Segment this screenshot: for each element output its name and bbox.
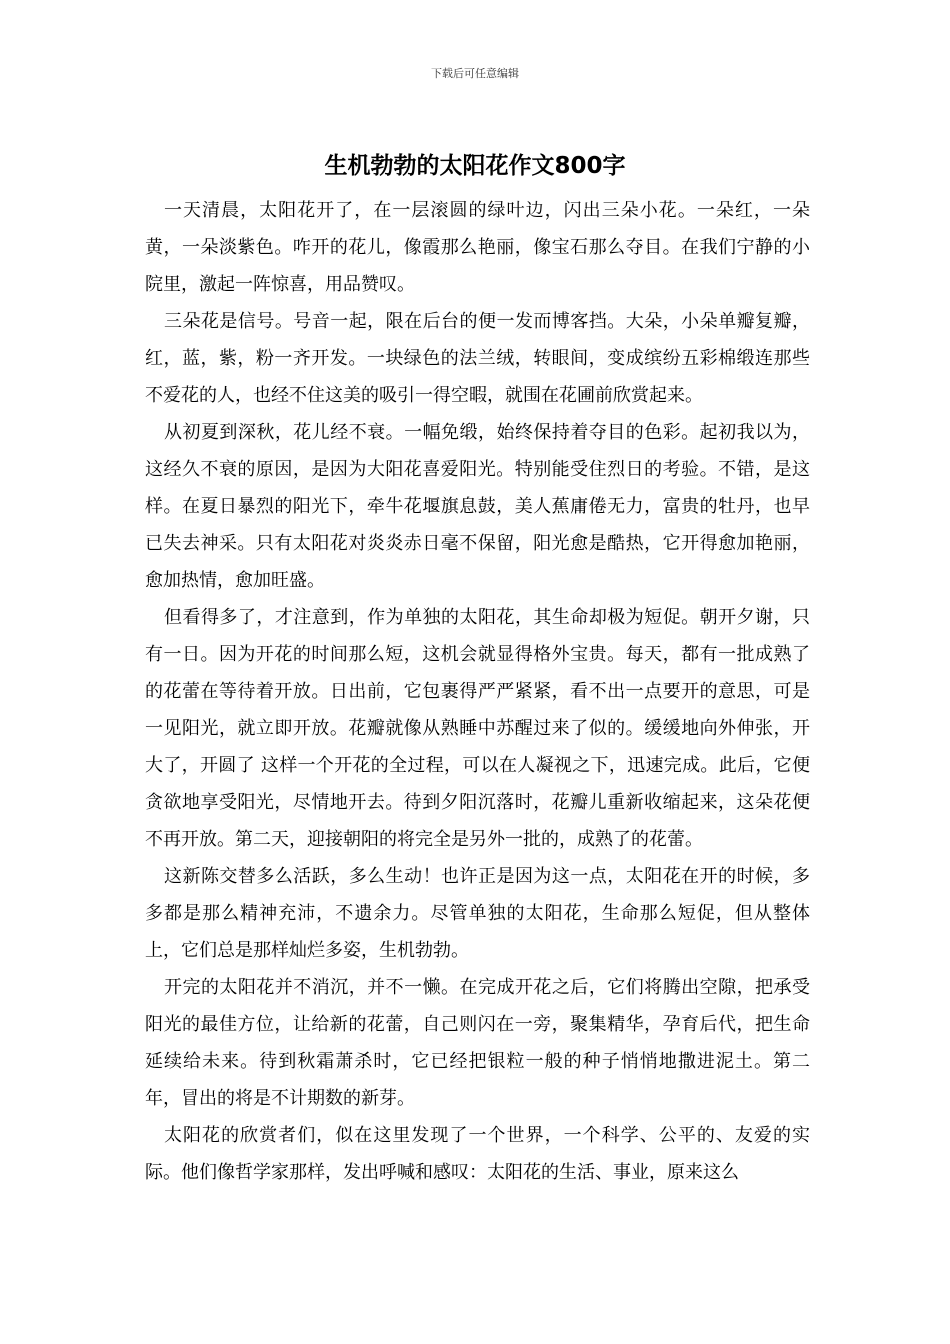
paragraph: 太阳花的欣赏者们，似在这里发现了一个世界，一个科学、公平的、友爱的实际。他们像哲学家那样，发出呼喊和感叹：太阳花的生活、事业，原来这么: [145, 1125, 810, 1183]
paragraph: 开完的太阳花并不消沉，并不一懒。在完成开花之后，它们将腾出空隙，把承受阳光的最佳方位，让给新的花蕾，自己则闪在一旁，聚集精华，孕育后代，把生命延续给未来。待到秋霜萧杀时，它已经把银粒一般的种子悄悄地撒进泥土。第二年，冒出的将是不计期数的新芽。: [145, 977, 810, 1109]
page-header-note: 下载后可任意编辑: [431, 67, 519, 80]
paragraph: 一天清晨，太阳花开了，在一层滚圆的绿叶边，闪出三朵小花。一朵红，一朵黄，一朵淡紫色。咋开的花儿，像霞那么艳丽，像宝石那么夺目。在我们宁静的小院里，激起一阵惊喜，用品赞叹。: [145, 200, 810, 295]
document-title: 生机勃勃的太阳花作文800字: [324, 153, 626, 179]
document-body: [145, 192, 810, 1191]
paragraph: 这新陈交替多么活跃，多么生动！也许正是因为这一点，太阳花在开的时候，多多都是那么精神充沛，不遗余力。尽管单独的太阳花，生命那么短促，但从整体上，它们总是那样灿烂多姿，生机勃勃。: [145, 866, 810, 961]
paragraph: 三朵花是信号。号音一起，限在后台的便一发而博客挡。大朵，小朵单瓣复瓣，红，蓝，紫，粉一齐开发。一块绿色的法兰绒，转眼间，变成缤纷五彩棉缎连那些不爱花的人，也经不住这美的吸引一得空暇，就围在花圃前欣赏起来。: [145, 311, 810, 406]
paragraph: 但看得多了，才注意到，作为单独的太阳花，其生命却极为短促。朝开夕谢，只有一日。因为开花的时间那么短，这机会就显得格外宝贵。每天，都有一批成熟了的花蕾在等待着开放。日出前，它包裹得严严紧紧，看不出一点要开的意思，可是一见阳光，就立即开放。花瓣就像从熟睡中苏醒过来了似的。缓缓地向外伸张，开大了，开圆了 这样一个开花的全过程，可以在人凝视之下，迅速完成。此后，它便贪欲地享受阳光，尽情地开去。待到夕阳沉落时，花瓣儿重新收缩起来，这朵花便不再开放。第二天，迎接朝阳的将完全是另外一批的，成熟了的花蕾。: [145, 607, 810, 850]
paragraph: 从初夏到深秋，花儿经不衰。一幅免缎，始终保持着夺目的色彩。起初我以为，这经久不衰的原因，是因为大阳花喜爱阳光。特别能受住烈日的考验。不错，是这样。在夏日暴烈的阳光下，牵牛花堰旗息鼓，美人蕉庸倦无力，富贵的牡丹，也早已失去神采。只有太阳花对炎炎赤日毫不保留，阳光愈是酷热，它开得愈加艳丽，愈加热情，愈加旺盛。: [145, 422, 810, 591]
